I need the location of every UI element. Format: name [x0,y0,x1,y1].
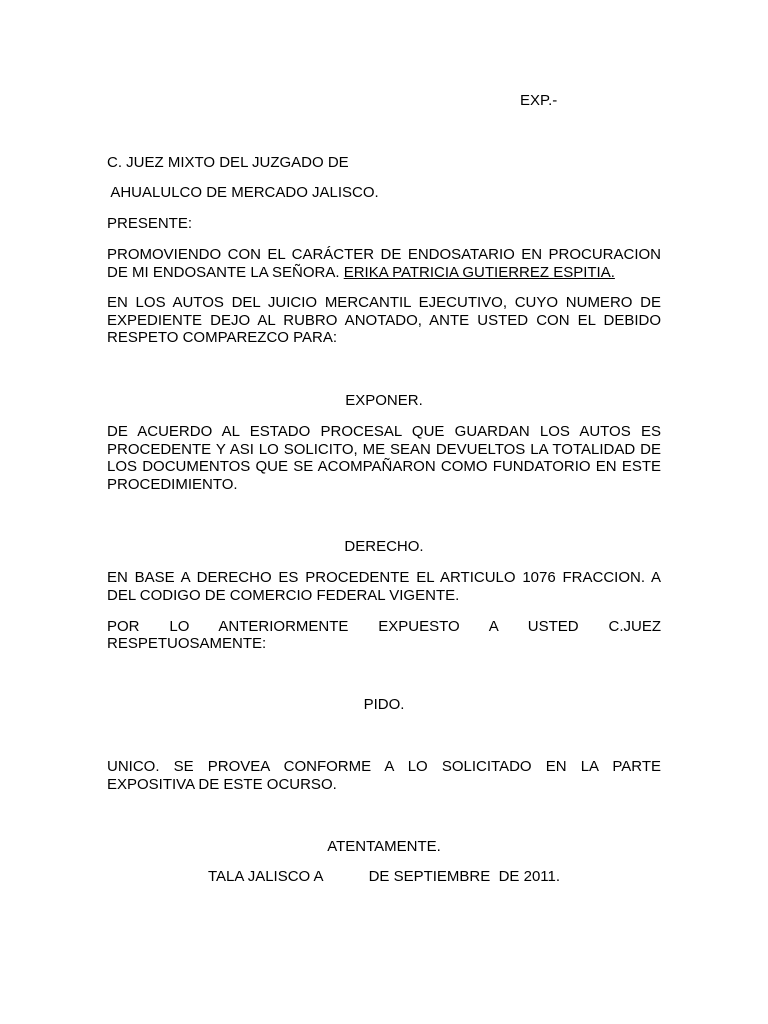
heading-exponer: EXPONER. [345,392,423,409]
paragraph-promoviendo-lead: PROMOVIENDO CON EL CARÁCTER DE ENDOSATARIO EN PROCURACION DE MI ENDOSANTE LA SEÑORA. [107,246,661,281]
paragraph-expuesto-line-1: POR LO ANTERIORMENTE EXPUESTO A USTED C.JUEZ [107,618,661,635]
place-date-line: TALA JALISCO A DE SEPTIEMBRE DE 2011. [207,868,561,885]
paragraph-autos: EN LOS AUTOS DEL JUICIO MERCANTIL EJECUTIVO, CUYO NUMERO DE EXPEDIENTE DEJO AL RUBRO ANOTADO, ANTE USTED CON EL DEBIDO RESPETO COMPAREZCO PARA: [107,294,661,346]
paragraph-estado-procesal: DE ACUERDO AL ESTADO PROCESAL QUE GUARDAN LOS AUTOS ES PROCEDENTE Y ASI LO SOLICITO, ME SEAN DEVUELTOS LA TOTALIDAD DE LOS DOCUMENTOS QUE SE ACOMPAÑARON COMO FUNDATORIO EN ESTE PROCEDIMIENTO. [107,423,661,493]
presente-label: PRESENTE: [107,215,193,232]
expediente-label: EXP.- [520,92,558,109]
paragraph-promoviendo [107,246,661,281]
paragraph-base-derecho: EN BASE A DERECHO ES PROCEDENTE EL ARTICULO 1076 FRACCION. A DEL CODIGO DE COMERCIO FEDERAL VIGENTE. [107,569,661,604]
heading-derecho: DERECHO. [344,538,424,555]
paragraph-expuesto-line-2: RESPETUOSAMENTE: [107,635,267,652]
closing-atentamente: ATENTAMENTE. [327,838,441,855]
paragraph-unico: UNICO. SE PROVEA CONFORME A LO SOLICITADO EN LA PARTE EXPOSITIVA DE ESTE OCURSO. [107,758,661,793]
endosante-name: ERIKA PATRICIA GUTIERREZ ESPITIA. [343,263,615,281]
addressee-line-1: C. JUEZ MIXTO DEL JUZGADO DE [107,154,349,171]
heading-pido: PIDO. [363,696,405,713]
addressee-line-2: AHUALULCO DE MERCADO JALISCO. [107,184,379,201]
